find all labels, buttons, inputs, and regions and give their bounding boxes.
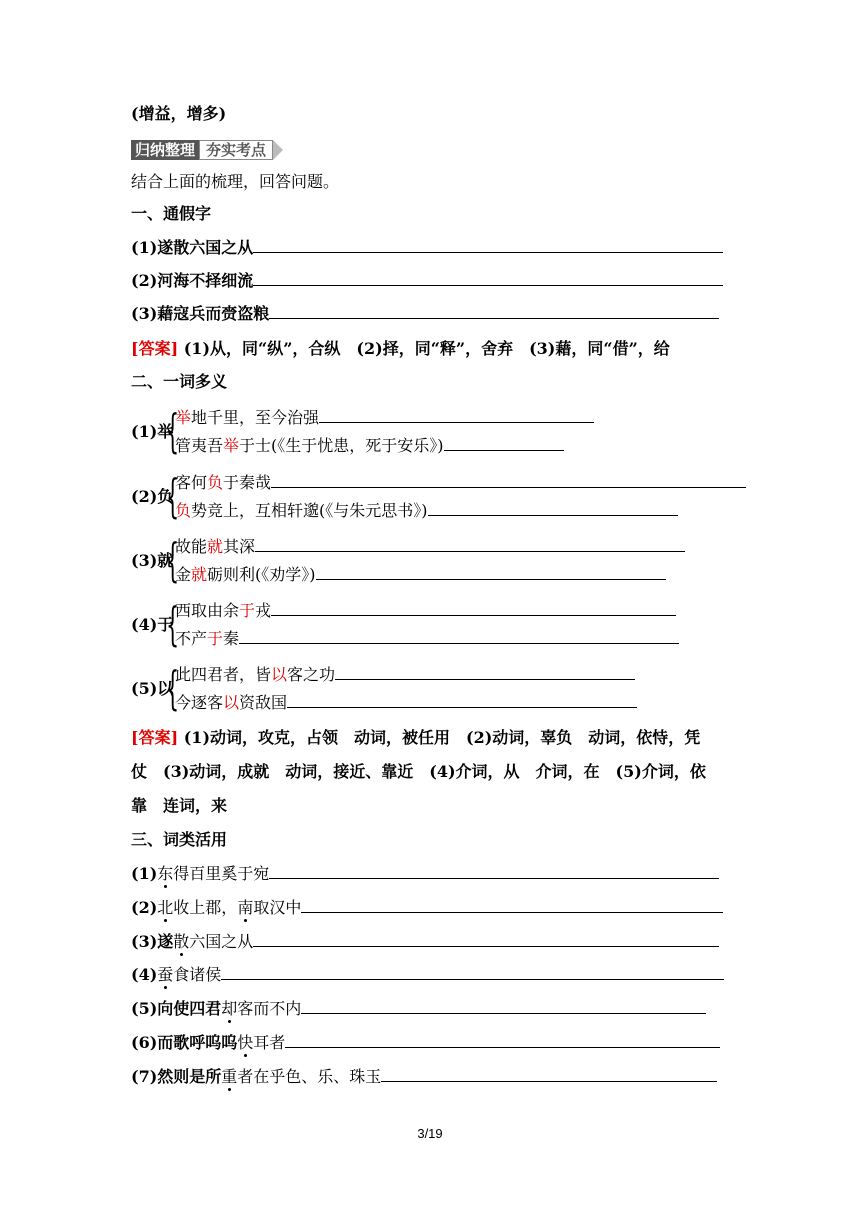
answer-2-line-2: 仗 (3)动词，成就 动词，接近、靠近 (4)介词，从 介词，在 (5)介词，依 bbox=[131, 762, 706, 781]
top-line: (增益，增多) bbox=[131, 104, 227, 123]
section2-heading: 二、一词多义 bbox=[131, 372, 228, 391]
s2-g1-b: 管夷吾举于士(《生于忧患，死于安乐》) bbox=[175, 435, 564, 457]
s3-item-2: (2)北收上郡，南取汉中 bbox=[131, 897, 723, 919]
s3-item-5: (5)向使四君却客而不内 bbox=[131, 998, 706, 1020]
section-banner bbox=[131, 140, 283, 160]
answer-2-line-3: 靠 连词，来 bbox=[131, 796, 228, 815]
banner-arrow bbox=[273, 140, 283, 160]
s2-g2-b: 负势竞上，互相轩邈(《与朱元思书》) bbox=[175, 500, 678, 522]
page-number: 3/19 bbox=[417, 1126, 443, 1141]
section3-heading: 三、词类活用 bbox=[131, 830, 228, 849]
brace-3: { bbox=[166, 533, 180, 587]
brace-4: { bbox=[166, 597, 180, 651]
s2-g2-a: 客何负于秦哉 bbox=[175, 472, 746, 494]
brace-5: { bbox=[166, 661, 180, 715]
s2-g1-a: 举地千里，至今治强 bbox=[175, 407, 594, 429]
s2-g5-b: 今逐客以资敌国 bbox=[175, 692, 637, 714]
s1-item-3: (3)藉寇兵而赍盗粮 bbox=[131, 303, 719, 325]
section1-heading: 一、通假字 bbox=[131, 204, 212, 223]
s3-item-3: (3)遂散六国之从 bbox=[131, 931, 719, 953]
s2-label-5: (5)以 bbox=[131, 679, 174, 698]
brace-1: { bbox=[166, 404, 180, 458]
s1-item-1: (1)遂散六国之从 bbox=[131, 237, 723, 259]
s2-label-3: (3)就 bbox=[131, 551, 174, 570]
s3-item-6: (6)而歌呼呜呜快耳者 bbox=[131, 1032, 720, 1054]
s3-item-4: (4)蚕食诸侯 bbox=[131, 964, 724, 986]
banner-left: 归纳整理 bbox=[131, 140, 199, 160]
s2-g5-a: 此四君者，皆以客之功 bbox=[175, 664, 635, 686]
answer-1: [答案] (1)从，同“纵”，合纵 (2)择，同“释”，舍弃 (3)藉，同“借”，给 bbox=[131, 339, 670, 358]
brace-2: { bbox=[166, 469, 180, 523]
s2-label-1: (1)举 bbox=[131, 422, 174, 441]
s2-label-2: (2)负 bbox=[131, 487, 174, 506]
banner-right: 夯实考点 bbox=[199, 140, 273, 160]
s2-g3-a: 故能就其深 bbox=[175, 536, 685, 558]
s2-g3-b: 金就砺则利(《劝学》) bbox=[175, 564, 666, 586]
intro-text: 结合上面的梳理，回答问题。 bbox=[131, 172, 340, 191]
s2-g4-a: 西取由余于戎 bbox=[175, 600, 676, 622]
s3-item-7: (7)然则是所重者在乎色、乐、珠玉 bbox=[131, 1066, 717, 1088]
answer-2-line-1: [答案] (1)动词，攻克，占领 动词，被任用 (2)动词，辜负 动词，依恃，凭 bbox=[131, 728, 701, 747]
s3-item-1: (1)东得百里奚于宛 bbox=[131, 863, 719, 885]
s2-label-4: (4)于 bbox=[131, 615, 174, 634]
s2-g4-b: 不产于秦 bbox=[175, 628, 679, 650]
s1-item-2: (2)河海不择细流 bbox=[131, 270, 723, 292]
